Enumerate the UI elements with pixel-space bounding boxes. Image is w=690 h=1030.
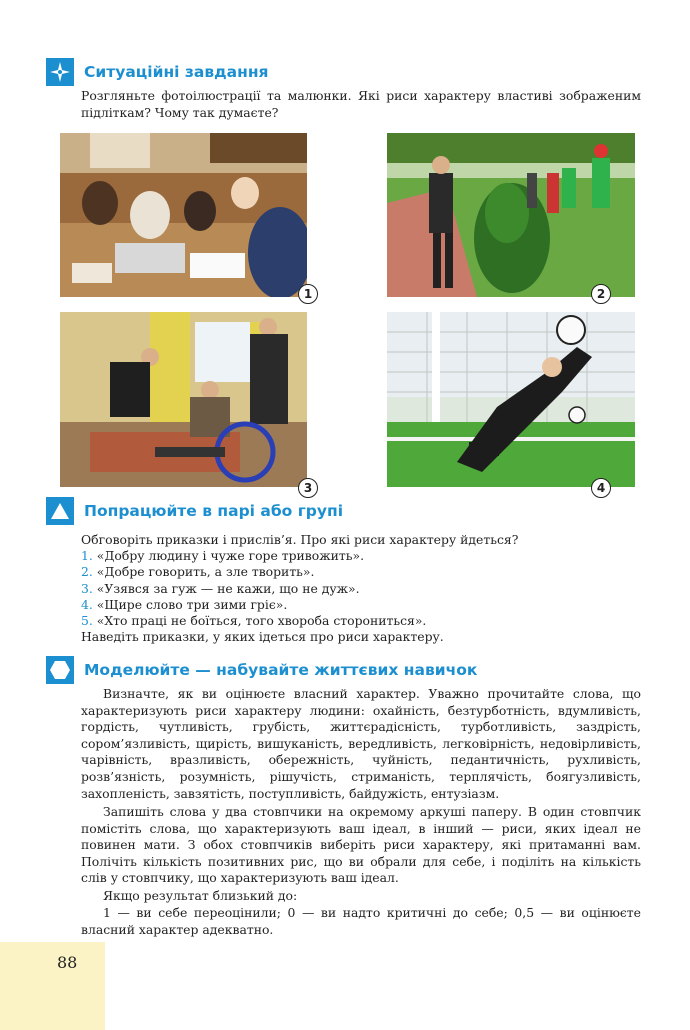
item-text: «Хто праці не боїться, того хвороба сторониться». bbox=[96, 613, 427, 629]
photo-park-cleanup bbox=[387, 133, 635, 297]
compass-star-icon bbox=[46, 58, 74, 86]
item-text: «Узявся за гуж — не кажи, що не дуж». bbox=[96, 580, 360, 596]
section-pair-work-header bbox=[46, 497, 343, 525]
list-item bbox=[81, 597, 641, 613]
modeling-paragraph-4: 1 — ви себе переоцінили; 0 — ви надто критичні до себе; 0,5 — ви оцінюєте власний характер адекватно. bbox=[81, 905, 641, 937]
list-item bbox=[81, 613, 641, 629]
item-number: 1. bbox=[81, 548, 93, 564]
photo-number-badge: 3 bbox=[298, 478, 318, 498]
page-number: 88 bbox=[57, 953, 78, 972]
photo-number-badge: 2 bbox=[591, 284, 611, 304]
list-item bbox=[81, 564, 641, 580]
modeling-paragraph-3: Якщо результат близький до: bbox=[103, 888, 298, 903]
section-modeling-header bbox=[46, 656, 477, 684]
proverbs-list bbox=[81, 532, 641, 645]
item-number: 5. bbox=[81, 613, 93, 629]
list-outro: Наведіть приказки, у яких ідеться про риси характеру. bbox=[81, 629, 444, 645]
section-title: Моделюйте — набувайте життєвих навичок bbox=[84, 661, 478, 679]
hexagon-icon bbox=[46, 656, 74, 684]
list-intro: Обговоріть приказки і прислів’я. Про які риси характеру йдеться? bbox=[81, 532, 519, 547]
item-text: «Щире слово три зими гріє». bbox=[96, 596, 288, 612]
list-item bbox=[81, 581, 641, 597]
photo-wheelchair-help bbox=[60, 312, 307, 487]
photo-classroom bbox=[60, 133, 307, 297]
section-title: Попрацюйте в парі або групі bbox=[84, 502, 344, 520]
item-text: «Добру людину і чуже горе тривожить». bbox=[96, 548, 365, 564]
photo-number-badge: 1 bbox=[298, 284, 318, 304]
section-title: Ситуаційні завдання bbox=[84, 63, 269, 81]
photo-goalkeeper bbox=[387, 312, 635, 487]
modeling-paragraph-1: Визначте, як ви оцінюєте власний характер. Уважно прочитайте слова, що характеризують риси характеру людини: охайність, безтурботність, вдумливість, гордість, чутливість, грубість, життєрадісність, турботливість, заздрість, сором’язливість, щирість, вишуканість, вередливість, легковірність, недовірливість, чарівність, вразливість, обережність, чуйність, педантичність, рухливість, розв’язність, розумність, рішучість, стриманість, терплячість, боягузливість, захопленість, завзятість, поступливість, байдужість, ентузіазм. bbox=[81, 686, 641, 801]
photo-number-badge: 4 bbox=[591, 478, 611, 498]
page-corner-strip bbox=[0, 942, 105, 1030]
section-situational-header bbox=[46, 58, 269, 86]
item-number: 3. bbox=[81, 580, 93, 596]
list-item bbox=[81, 548, 641, 564]
item-number: 4. bbox=[81, 596, 93, 612]
item-text: «Добре говорить, а зле творить». bbox=[96, 564, 315, 580]
modeling-paragraph-2: Запишіть слова у два стовпчики на окремому аркуші паперу. В один стовпчик помістіть слова, що характеризують ваш ідеал, в інший — риси, яких ідеал не повинен мати. З обох стовпчиків виберіть риси характеру, які притаманні вам. Полічіть кількість позитивних рис, що ви обрали для себе, і поділіть на кількість слів у стовпчику, що характеризують ваш ідеал. bbox=[81, 804, 641, 886]
item-number: 2. bbox=[81, 564, 93, 580]
triangle-icon bbox=[46, 497, 74, 525]
section-intro-text: Розгляньте фотоілюстрації та малюнки. Які риси характеру властиві зображеним підліткам? Чому так думаєте? bbox=[81, 88, 641, 120]
